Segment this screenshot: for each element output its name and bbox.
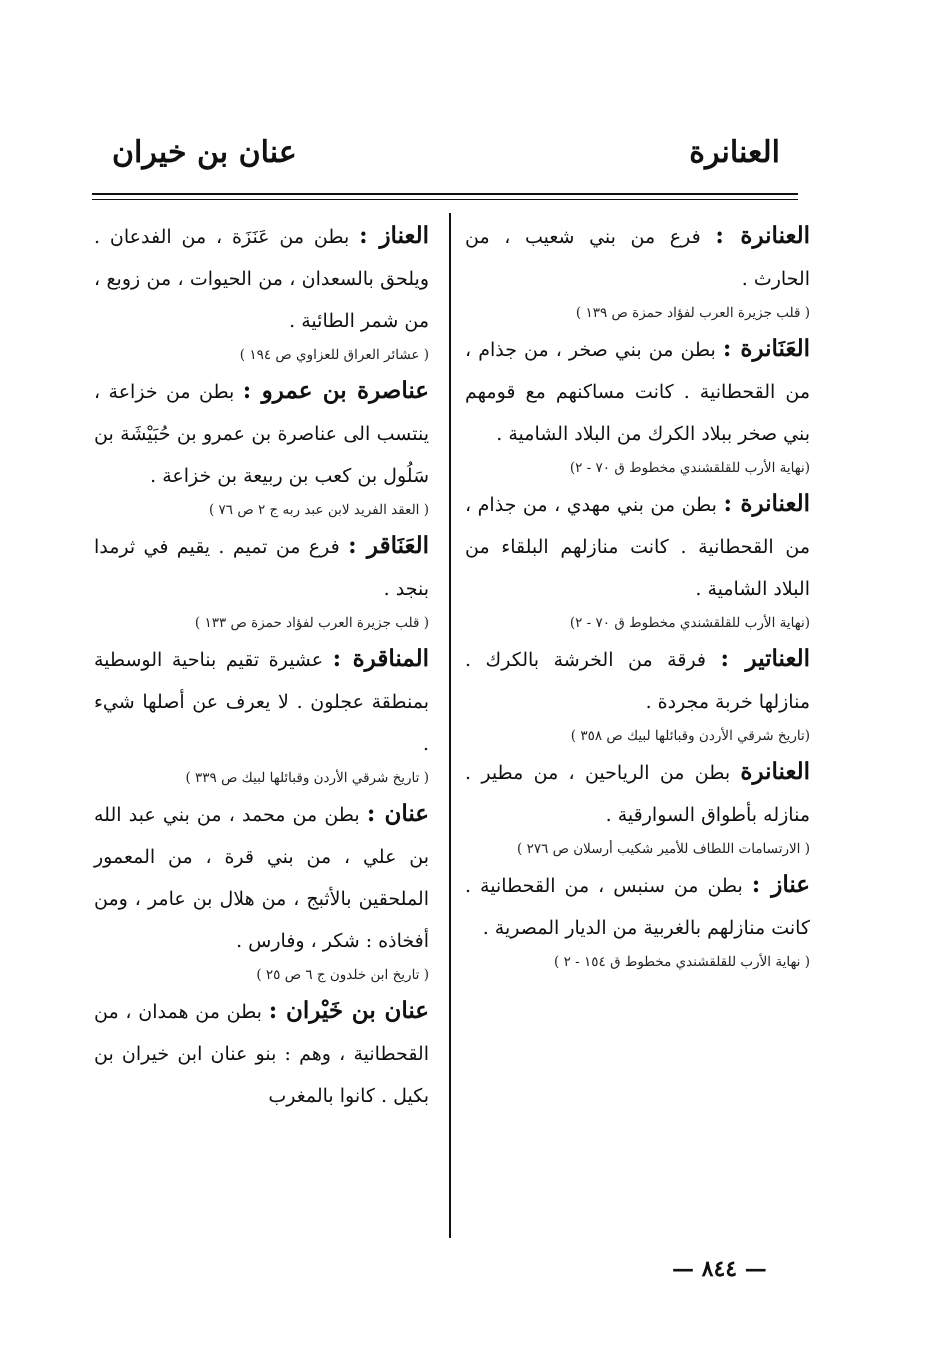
entry <box>465 864 810 975</box>
entry <box>465 328 810 481</box>
entry-head: عناز : <box>751 871 810 898</box>
entry <box>94 638 429 791</box>
entry-text: بطن من الرياحين ، من مطير . منازله بأطواق السوارقية . <box>465 762 810 826</box>
entry-head: العناتير : <box>720 645 810 672</box>
entry-head: العنانرة : <box>723 490 810 517</box>
page-number: — ٨٤٤ — <box>672 1256 767 1282</box>
entry-source: (نهاية الأرب للقلقشندي مخطوط ق ٧٠ - ٢) <box>569 615 810 631</box>
right-column <box>465 215 810 977</box>
entry <box>94 215 429 368</box>
entry-source: ( تاريخ شرقي الأردن وقبائلها لبيك ص ٣٣٩ ) <box>185 770 429 786</box>
entry-text: بطن من بني صخر ، من جذام ، من القحطانية . كانت مساكنهم مع قومهم بني صخر ببلاد الكرك من البلاد الشامية . <box>465 339 810 445</box>
entry-source: ( تاريخ ابن خلدون ج ٦ ص ٢٥ ) <box>256 967 429 983</box>
entry-source: ( عشائر العراق للعزاوي ص ١٩٤ ) <box>239 347 429 363</box>
entry-head: العَنَانرة : <box>722 335 810 362</box>
entry-source: ( قلب جزيرة العرب لفؤاد حمزة ص ١٣٩ ) <box>575 305 810 321</box>
entry-head: عنان : <box>366 800 430 827</box>
entry <box>94 990 429 1117</box>
entry-text: عشيرة تقيم بناحية الوسطية بمنطقة عجلون . لا يعرف عن أصلها شيء . <box>94 649 429 755</box>
entry-source: (نهاية الأرب للقلقشندي مخطوط ق ٧٠ - ٢) <box>569 460 810 476</box>
entry-head: المناقرة : <box>332 645 429 672</box>
header-rule <box>92 193 798 195</box>
entry <box>465 483 810 636</box>
entry <box>465 638 810 749</box>
entry-text: بطن من سنبس ، من القحطانية . كانت منازلهم بالغربية من الديار المصرية . <box>465 875 810 939</box>
entry-text: بطن من بني مهدي ، من جذام ، من القحطانية . كانت منازلهم البلقاء من البلاد الشامية . <box>465 494 810 600</box>
entry-head: عناصرة بن عمرو : <box>242 377 430 404</box>
entry <box>465 215 810 326</box>
left-column <box>94 215 429 1117</box>
entry-text: بطن من محمد ، من بني عبد الله بن علي ، من بني قرة ، من المعمور الملحقين بالأثبج ، من هلال بن عامر ، ومن أفخاذه : شكر ، وفارس . <box>94 804 429 952</box>
running-header-left: عنان بن خيران <box>112 135 297 170</box>
entry-text: بطن من عَنَزَة ، من الفدعان . ويلحق بالسعدان ، من الحيوات ، من زوبع ، من شمر الطائية . <box>94 226 429 332</box>
running-header-right: العنانرة <box>689 135 780 170</box>
column-divider <box>449 213 451 1238</box>
entry-head: العنانرة : <box>715 222 810 249</box>
header-rule-thin <box>92 199 798 200</box>
entry-head: عنان بن خَيْران : <box>268 997 430 1024</box>
entry-source: ( نهاية الأرب للقلقشندي مخطوط ق ١٥٤ - ٢ ) <box>554 954 810 970</box>
entry-source: (تاريخ شرقي الأردن وقبائلها لبيك ص ٣٥٨ ) <box>570 728 810 744</box>
entry-head: العنانرة <box>740 758 810 785</box>
entry-head: العَنَاقر : <box>348 532 430 559</box>
entry <box>94 793 429 988</box>
entry-text: فرقة من الخرشة بالكرك . منازلها خربة مجردة . <box>465 649 810 713</box>
entry-text: فرع من تميم . يقيم في ثرمدا بنجد . <box>94 536 429 600</box>
entry-source: ( الارتسامات اللطاف للأمير شكيب أرسلان ص ٢٧٦ ) <box>517 841 810 857</box>
entry-head: العناز : <box>359 222 429 249</box>
entry <box>94 370 429 523</box>
entry-text: فرع من بني شعيب ، من الحارث . <box>465 226 810 290</box>
entry-text: بطن من همدان ، من القحطانية ، وهم : بنو عنان ابن خيران بن بكيل . كانوا بالمغرب <box>94 1001 429 1107</box>
entry <box>94 525 429 636</box>
entry-text: بطن من خزاعة ، ينتسب الى عناصرة بن عمرو بن حُبَيْشَة بن سَلُول بن كعب بن ربيعة بن خزاعة . <box>94 381 429 487</box>
entry <box>465 751 810 862</box>
entry-source: ( العقد الفريد لابن عبد ربه ج ٢ ص ٧٦ ) <box>208 502 429 518</box>
entry-source: ( قلب جزيرة العرب لفؤاد حمزة ص ١٣٣ ) <box>194 615 429 631</box>
